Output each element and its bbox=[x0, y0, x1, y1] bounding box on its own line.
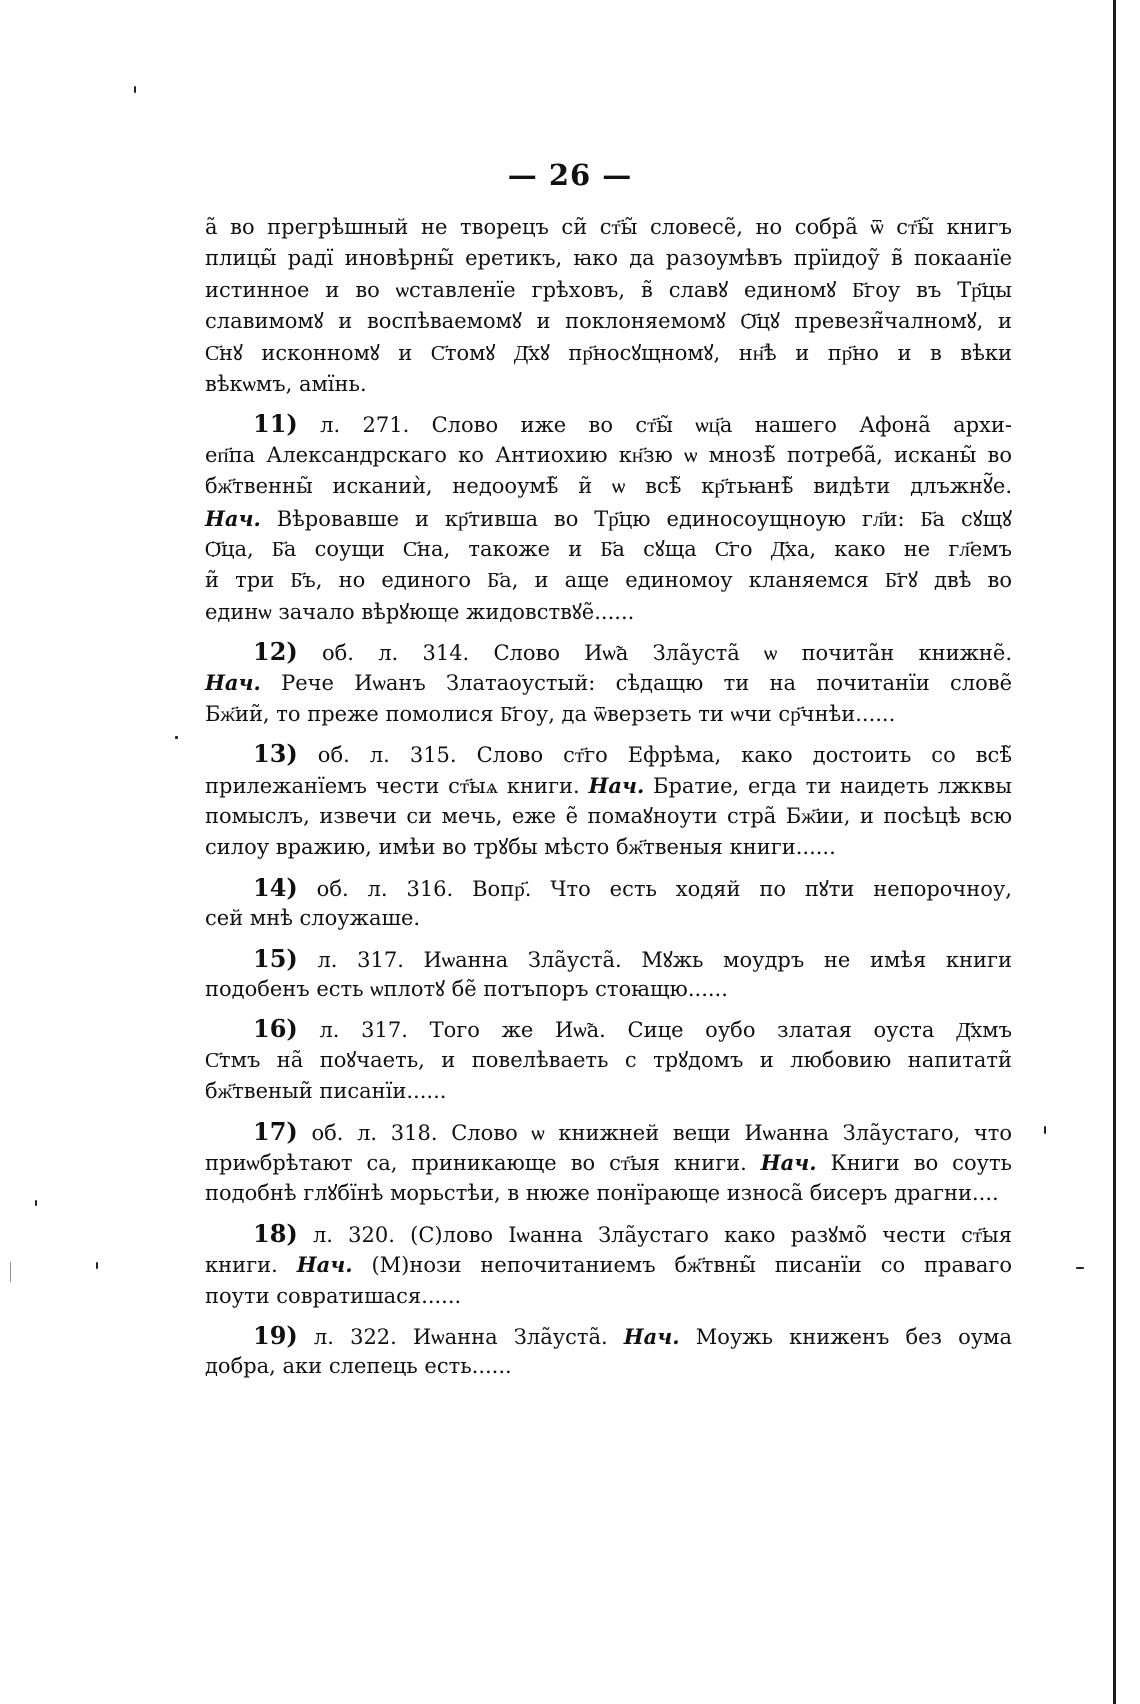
entry-head-line bbox=[205, 1013, 1012, 1044]
entry-number: 15) bbox=[253, 943, 298, 973]
entry-head-line bbox=[205, 738, 1012, 769]
text-line: славимомꙋ и воспѣваемомꙋ и поклоняемомꙋ Ѻ҃цꙋ превезн̃чалномꙋ, и bbox=[205, 309, 1012, 334]
entry-head-line bbox=[205, 1116, 1012, 1147]
entry-text: и̃ три Б҃ъ, но единого Б҃а, и аще единомоу кланяемся Б҃гꙋ двѣ во bbox=[205, 568, 1012, 593]
entry-head-line bbox=[205, 872, 1012, 903]
text-line bbox=[205, 471, 1012, 502]
scan-speck bbox=[1044, 1126, 1046, 1134]
entry-text: л. 322. Иѡанна Зла̃уста̃. bbox=[313, 1324, 624, 1349]
text-line bbox=[205, 503, 1012, 534]
entry-head-line bbox=[205, 943, 1012, 974]
catalog-entry bbox=[205, 400, 1012, 628]
text-line: С҃нꙋ исконномꙋ и С҃томꙋ Д҃хꙋ пр҃носꙋщномꙋ, нн҃ѣ и пр҃но и в вѣки bbox=[205, 340, 1012, 365]
entry-text: помыслъ, извечи си мечь, еже е̃ помаꙋноути стра̃ Бж҃ии, и посѣцѣ всю bbox=[205, 804, 1012, 829]
entry-number: 12) bbox=[253, 637, 298, 667]
text-line bbox=[205, 440, 1012, 471]
text-line bbox=[205, 1281, 1012, 1312]
entry-text: Моужь книженъ без оума bbox=[679, 1324, 1012, 1349]
entry-text: л. 271. Слово иже во ст҃ы̃ ѡц҃а нашего Афона̃ архи- bbox=[320, 413, 1012, 438]
catalog-entry bbox=[205, 1312, 1012, 1383]
entry-text: бж҃твенны̃ исканиѝ, недооумѣ̃ и̃ ѡ всѣ̃ кр҃тьꙗнѣ̃ видѣти длъжнꙋ̃е. bbox=[205, 474, 1012, 499]
text-line: истинное и во ѡставленїе грѣховъ, в̃ славꙋ единомꙋ Б҃гоу въ Тр҃цы bbox=[205, 277, 1012, 302]
text-line bbox=[205, 903, 1012, 934]
entry-text: сей мнѣ слоужаше. bbox=[205, 906, 421, 931]
page-edge-rule bbox=[1113, 0, 1116, 1704]
entry-number: 16) bbox=[253, 1014, 298, 1044]
text-line bbox=[205, 1178, 1012, 1209]
catalog-entry bbox=[205, 628, 1012, 730]
incipit-marker: Нач. bbox=[760, 1149, 817, 1175]
entry-text: л. 317. Того же Иѡ̃а. Сице оубо златая оуста Д҃хмъ bbox=[319, 1018, 1012, 1043]
entry-number: 14) bbox=[253, 872, 298, 902]
incipit-marker: Нач. bbox=[205, 505, 261, 531]
entry-text: единѡ зачало вѣрꙋюще жидовствꙋе̃...... bbox=[205, 599, 635, 624]
catalog-entries bbox=[205, 400, 1012, 1382]
catalog-entry bbox=[205, 1108, 1012, 1210]
entry-text: прилежанїемъ чести ст҃ыѧ книги. bbox=[205, 773, 589, 798]
text-line bbox=[205, 667, 1012, 698]
text-line bbox=[205, 832, 1012, 863]
text-line bbox=[205, 770, 1012, 801]
text-column bbox=[205, 212, 1012, 1383]
scan-speck bbox=[134, 86, 136, 93]
scan-speck bbox=[10, 1262, 11, 1282]
incipit-marker: Нач. bbox=[205, 670, 261, 696]
entry-text: силоу вражию, имѣи во трꙋбы мѣсто бж҃твеныя книги...... bbox=[205, 835, 836, 860]
entry-number: 19) bbox=[253, 1320, 298, 1350]
text-line bbox=[205, 1076, 1012, 1107]
text-line bbox=[205, 597, 1012, 628]
entry-head-line bbox=[205, 1320, 1012, 1351]
opening-paragraph bbox=[205, 212, 1012, 400]
entry-text: об. л. 318. Слово ѡ книжней вещи Иѡанна Зла̃устаго, что bbox=[311, 1120, 1012, 1145]
entry-text: приѡбрѣтают са, приникающе во ст҃ыя книги. bbox=[205, 1150, 761, 1175]
entry-text: л. 317. Иѡанна Зла̃уста̃. Мꙋжь моудръ не имѣя книги bbox=[317, 947, 1012, 972]
text-line bbox=[205, 801, 1012, 832]
entry-text: подобнѣ глꙋбїнѣ морьстѣи, в нюже понїрающе износа̃ бисеръ драгни.... bbox=[205, 1181, 999, 1206]
entry-number: 17) bbox=[253, 1116, 298, 1146]
catalog-entry bbox=[205, 1005, 1012, 1107]
entry-text: Вѣровавше и кр҃тивша во Тр҃цю единосоущноую гл҃и: Б҃а сꙋщꙋ bbox=[260, 506, 1012, 531]
entry-head-line bbox=[205, 636, 1012, 667]
scan-speck bbox=[175, 736, 178, 739]
text-line bbox=[205, 534, 1012, 565]
entry-text: С҃тмъ на̃ поꙋчаеть, и повелѣваеть с трꙋдомъ и любовию напитати̃ bbox=[205, 1047, 1012, 1072]
catalog-entry bbox=[205, 864, 1012, 935]
entry-text: Рече Иѡанъ Златаоустый: сѣдащю ти на почитанїи слове̃ bbox=[260, 671, 1012, 696]
entry-text: подобенъ есть ѡплотꙋ бе̃ потъпоръ стоꙗщю...... bbox=[205, 976, 728, 1001]
entry-number: 18) bbox=[253, 1218, 298, 1248]
incipit-marker: Нач. bbox=[588, 772, 645, 798]
entry-head-line bbox=[205, 1218, 1012, 1249]
catalog-entry bbox=[205, 1210, 1012, 1312]
scan-speck bbox=[1076, 1267, 1084, 1269]
catalog-entry bbox=[205, 935, 1012, 1006]
entry-text: л. 320. (С)лово Іѡанна Зла̃устаго како разꙋмо̃ чести ст҃ыя bbox=[312, 1222, 1012, 1247]
text-line: а̃ во прегрѣшный не творецъ си̃ ст҃ы̃ словесе̃, но собра̃ ѿ ст҃ы̃ книгъ bbox=[205, 215, 1012, 239]
entry-number: 11) bbox=[253, 409, 298, 439]
text-line: плицы̃ радї иновѣрны̃ еретикъ, ꙗко да разоумѣвъ прїидоу̃ в̃ покаанїе bbox=[205, 246, 1012, 271]
text-line bbox=[205, 974, 1012, 1005]
scan-speck bbox=[96, 1262, 98, 1269]
entry-text: добра, аки слепець есть...... bbox=[205, 1354, 512, 1379]
catalog-entry bbox=[205, 730, 1012, 864]
entry-text: книги. bbox=[205, 1253, 297, 1278]
incipit-marker: Нач. bbox=[296, 1252, 353, 1278]
entry-text: Ѻ҃ца, Б҃а соущи С҃на, такожe и Б҃а сꙋща С҃го Д҃ха, како не гл҃емъ bbox=[205, 536, 1012, 561]
entry-text: Братие, егда ти наидеть лжквы bbox=[644, 773, 1012, 798]
text-line bbox=[205, 565, 1012, 596]
page-number: — 26 — bbox=[507, 158, 633, 192]
text-line bbox=[205, 1147, 1012, 1178]
text-line bbox=[205, 1045, 1012, 1076]
entry-text: поути совратишася...... bbox=[205, 1283, 462, 1308]
text-line bbox=[205, 699, 1012, 730]
text-line bbox=[205, 1249, 1012, 1280]
entry-head-line bbox=[205, 408, 1012, 439]
entry-text: об. л. 314. Слово Иѡ̃а Зла̃уста̃ ѡ почита̃н книжне̃. bbox=[322, 641, 1012, 666]
entry-text: еп҃па Александрскаго ко Антиохию кн҃зю ѡ мнозѣ̃ потреба̃, исканы̃ во bbox=[205, 442, 1012, 467]
text-line: вѣкѡмъ, амїнь. bbox=[205, 371, 367, 396]
entry-text: об. л. 315. Слово ст҃го Ефрѣма, како достоить со всѣ̃ bbox=[317, 743, 1012, 768]
entry-text: Бж҃ии̃, то преже помолися Б҃гоу, да ѿверзеть ти ѡчи ср҃чнѣи...... bbox=[205, 701, 896, 726]
scan-speck bbox=[35, 1200, 37, 1206]
entry-text: об. л. 316. Вопр҃. Что есть ходяй по пꙋти непорочноу, bbox=[316, 876, 1012, 901]
text-line bbox=[205, 1351, 1012, 1382]
entry-number: 13) bbox=[253, 739, 298, 769]
entry-text: Книги во соуть bbox=[816, 1150, 1012, 1175]
entry-text: бж҃твеныи̃ писанїи...... bbox=[205, 1079, 447, 1104]
entry-text: (М)нози непочитаниемъ бж҃твны̃ писанїи со праваго bbox=[352, 1253, 1013, 1278]
incipit-marker: Нач. bbox=[623, 1323, 680, 1349]
